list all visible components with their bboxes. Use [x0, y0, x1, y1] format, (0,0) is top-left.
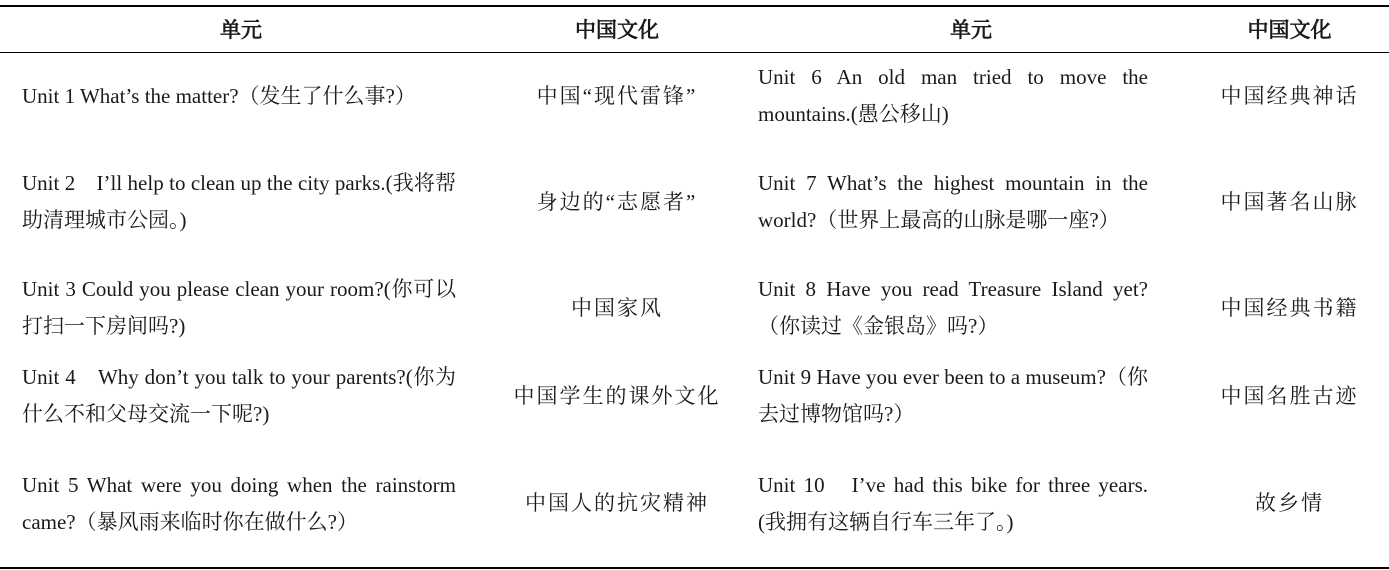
culture-cell: 中国学生的课外文化 — [513, 383, 721, 408]
unit-cell: Unit 10 I’ve had this bike for three years.(我拥有这辆自行车三年了。) — [752, 440, 1190, 568]
unit-cell: Unit 2 I’ll help to clean up the city parks.(我将帮助清理城市公园。) — [22, 171, 456, 232]
culture-cell: 中国著名山脉 — [1220, 189, 1359, 214]
unit-cell: Unit 4 Why don’t you talk to your parents?(你为什么不和父母交流一下呢?) — [22, 365, 456, 426]
unit-cell: Unit 5 What were you doing when the rainstorm came?（暴风雨来临时你在做什么?） — [0, 440, 482, 568]
unit-cell: Unit 8 Have you read Treasure Island yet?（你读过《金银岛》吗?） — [758, 277, 1148, 338]
table-row — [0, 264, 1389, 352]
header-row — [0, 6, 1389, 52]
unit-cell: Unit 1 What’s the matter?（发生了什么事?） — [22, 83, 416, 108]
table-row — [0, 352, 1389, 440]
header-culture-right: 中国文化 — [1190, 6, 1389, 52]
culture-cell: 中国人的抗灾精神 — [482, 440, 752, 568]
culture-cell: 中国“现代雷锋” — [536, 83, 698, 108]
unit-culture-table — [0, 5, 1389, 569]
culture-cell: 中国名胜古迹 — [1220, 383, 1359, 408]
culture-cell: 故乡情 — [1190, 440, 1389, 568]
unit-cell: Unit 7 What’s the highest mountain in the world?（世界上最高的山脉是哪一座?） — [758, 171, 1148, 232]
header-unit-right: 单元 — [752, 6, 1190, 52]
table-row — [0, 440, 1389, 568]
culture-cell: 中国经典书籍 — [1220, 295, 1359, 320]
unit-cell: Unit 9 Have you ever been to a museum?（你去过博物馆吗?） — [758, 365, 1148, 426]
table-row — [0, 140, 1389, 264]
header-unit-left: 单元 — [0, 6, 482, 52]
culture-cell: 中国家风 — [571, 295, 663, 320]
culture-cell: 身边的“志愿者” — [536, 189, 698, 214]
unit-cell: Unit 3 Could you please clean your room?(你可以打扫一下房间吗?) — [22, 277, 456, 338]
header-culture-left: 中国文化 — [482, 6, 752, 52]
unit-cell: Unit 6 An old man tried to move the mountains.(愚公移山) — [758, 65, 1148, 127]
culture-cell: 中国经典神话 — [1220, 83, 1359, 108]
table-row — [0, 52, 1389, 140]
